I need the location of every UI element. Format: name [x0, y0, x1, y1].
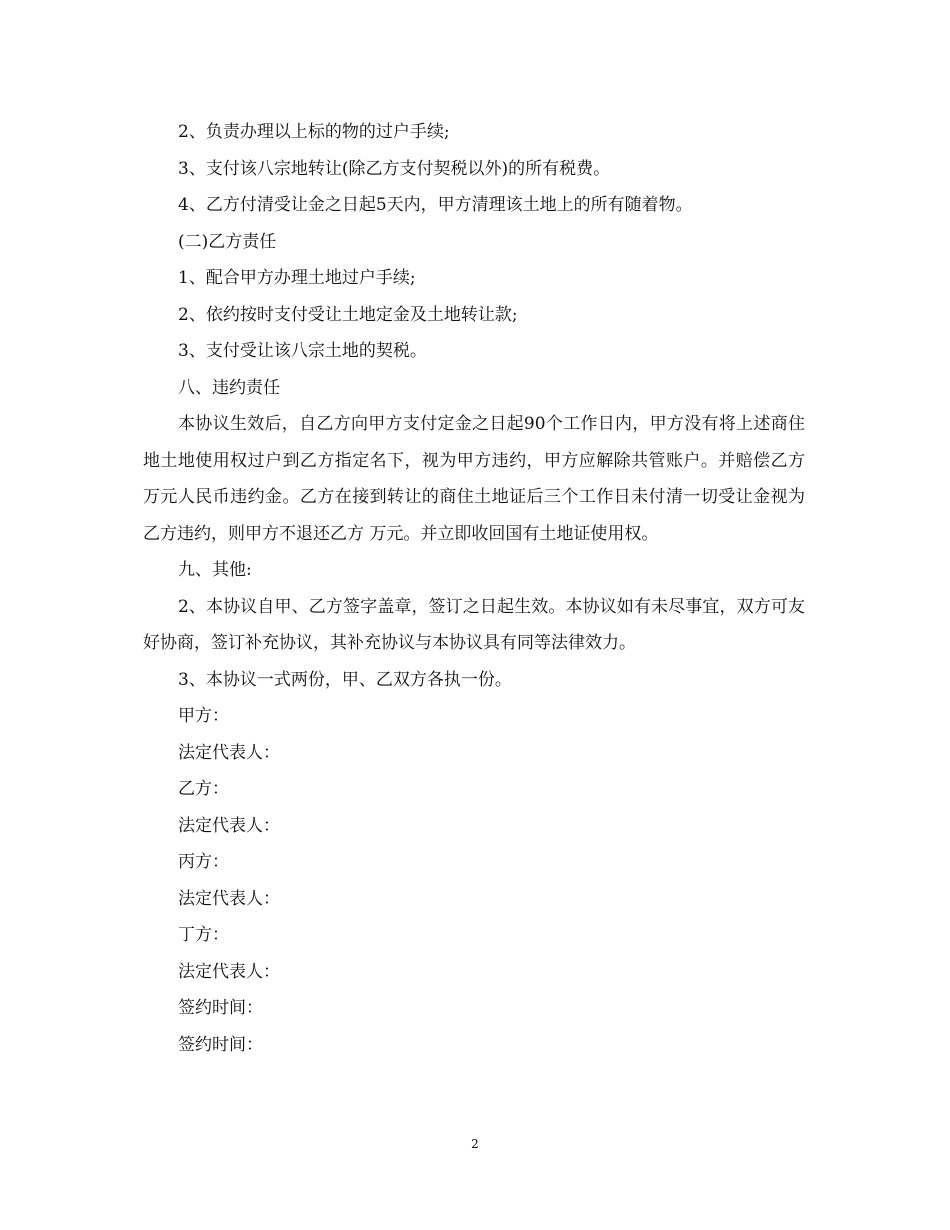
signature-line-party-c: 丙方：: [178, 852, 229, 872]
clause-paragraph: 2、本协议自甲、乙方签字盖章，签订之日起生效。本协议如有未尽事宜，双方可友好协商，签订补充协议，其补充协议与本协议具有同等法律效力。: [143, 596, 805, 653]
clause-paragraph: 3、支付该八宗地转让(除乙方支付契税以外)的所有税费。: [178, 158, 611, 179]
signature-line-representative: 法定代表人：: [178, 961, 280, 982]
document-body: [143, 114, 805, 1063]
clause-paragraph: 3、支付受让该八宗土地的契税。: [178, 341, 427, 361]
signature-line-party-d: 丁方：: [178, 925, 229, 945]
section-heading: (二)乙方责任: [178, 231, 277, 252]
clause-paragraph: 2、负责办理以上标的物的过户手续;: [178, 122, 450, 142]
section-heading: 九、其他:: [178, 560, 252, 580]
breach-clause-paragraph: 本协议生效后，自乙方向甲方支付定金之日起90个工作日内，甲方没有将上述商住地土地使用权过户到乙方指定名下，视为甲方违约，甲方应解除共管账户。并赔偿乙方 万元人民币违约金。乙方在接到转让的商住土地证后三个工作日未付清一切受让金视为乙方违约，则甲方不退还乙方 万元。并立即收回国有土地证使用权。: [143, 414, 805, 544]
signature-line-representative: 法定代表人：: [178, 742, 280, 763]
signing-date-line: 签约时间：: [178, 1034, 263, 1055]
clause-paragraph: 1、配合甲方办理土地过户手续;: [178, 268, 416, 288]
section-heading: 八、违约责任: [178, 377, 280, 398]
clause-paragraph: 4、乙方付清受让金之日起5天内，甲方清理该土地上的所有随着物。: [178, 195, 693, 215]
signature-line-representative: 法定代表人：: [178, 888, 280, 909]
page-number: 2: [471, 1137, 479, 1151]
signature-line-party-a: 甲方：: [178, 706, 229, 726]
clause-paragraph: 2、依约按时支付受让土地定金及土地转让款;: [178, 304, 518, 325]
signature-line-representative: 法定代表人：: [178, 815, 280, 836]
signature-line-party-b: 乙方：: [178, 779, 229, 799]
clause-paragraph: 3、本协议一式两份，甲、乙双方各执一份。: [178, 669, 512, 690]
signing-date-line: 签约时间：: [178, 998, 263, 1018]
